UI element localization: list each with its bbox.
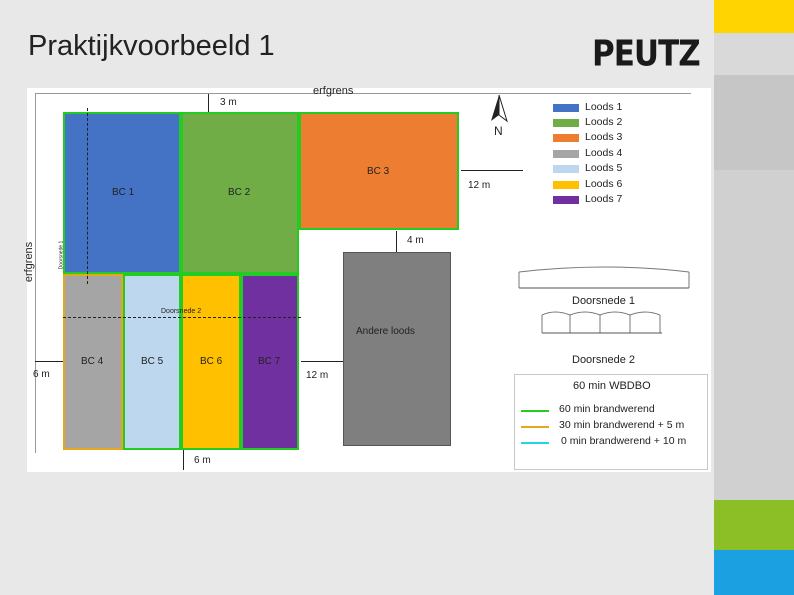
accent-strip-gray-3 [714, 170, 794, 500]
label-bc4: BC 4 [81, 356, 104, 367]
legend-swatch [553, 165, 579, 173]
legend-swatch [553, 104, 579, 112]
legend-label: Loods 5 [585, 162, 623, 174]
peutz-logo: PEUTZ [592, 33, 700, 75]
legend-label: Loods 6 [585, 178, 623, 190]
top-boundary-line [35, 93, 691, 94]
fire-legend-title: 60 min WBDBO [573, 380, 651, 392]
fire-legend-60min [521, 403, 707, 417]
legend-swatch [553, 134, 579, 142]
legend-swatch [553, 150, 579, 158]
label-other-building: Andere loods [356, 326, 415, 337]
legend-label: Loods 7 [585, 193, 623, 205]
fire-legend-label: 0 min brandwerend + 10 m [561, 435, 687, 447]
boundary-label-left: erfgrens [23, 241, 36, 283]
dim-12m-right-arrow [461, 170, 523, 171]
fire-legend-label: 30 min brandwerend + 5 m [559, 419, 685, 431]
dim-6m-left-label: 6 m [33, 369, 50, 380]
accent-strip-gray-2 [714, 75, 794, 170]
dim-4m-label: 4 m [407, 235, 424, 246]
other-building [343, 252, 451, 446]
section-1-line [87, 108, 88, 284]
accent-strip-blue [714, 550, 794, 595]
accent-strip-gray-1 [714, 33, 794, 75]
dim-6m-bottom-label: 6 m [194, 455, 211, 466]
label-bc6: BC 6 [200, 356, 223, 367]
label-bc5: BC 5 [141, 356, 164, 367]
dim-3m-label: 3 m [220, 97, 237, 108]
dim-6m-bottom-arrow [183, 450, 184, 470]
label-bc1: BC 1 [112, 187, 135, 198]
legend-label: Loods 3 [585, 131, 623, 143]
line-swatch [521, 410, 549, 412]
dim-12m-bottom-arrow [301, 361, 343, 362]
accent-strip-green [714, 500, 794, 550]
doorsnede-1-label: Doorsnede 1 [572, 295, 635, 307]
label-bc2: BC 2 [228, 187, 251, 198]
dim-12m-right-label: 12 m [468, 180, 491, 191]
dim-3m-arrow [208, 94, 209, 112]
line-swatch [521, 442, 549, 444]
boundary-label-top: erfgrens [313, 85, 354, 97]
slide-title: Praktijkvoorbeeld 1 [28, 30, 275, 62]
fire-legend-30min [521, 419, 707, 433]
label-bc7: BC 7 [258, 356, 281, 367]
section-1-marker: Doorsnede 1 [58, 240, 65, 270]
roof-profile-1-icon [517, 264, 691, 292]
north-label: N [494, 124, 503, 138]
legend-swatch [553, 181, 579, 189]
site-plan-diagram [23, 85, 711, 472]
line-swatch [521, 426, 549, 428]
legend-label: Loods 1 [585, 101, 623, 113]
section-2-line [63, 317, 301, 318]
label-bc3: BC 3 [367, 166, 390, 177]
dim-6m-left-arrow [35, 361, 63, 362]
legend-swatch [553, 119, 579, 127]
roof-profile-2-icon [540, 309, 664, 335]
fire-legend-0min [521, 435, 707, 449]
doorsnede-2-label: Doorsnede 2 [572, 354, 635, 366]
legend-swatch [553, 196, 579, 204]
dim-4m-arrow [396, 231, 397, 252]
dim-12m-bottom-label: 12 m [306, 370, 329, 381]
section-2-marker: Doorsnede 2 [161, 308, 202, 315]
legend-label: Loods 4 [585, 147, 623, 159]
fire-legend-label: 60 min brandwerend [559, 403, 655, 415]
legend-label: Loods 2 [585, 116, 623, 128]
accent-strip-yellow [714, 0, 794, 33]
